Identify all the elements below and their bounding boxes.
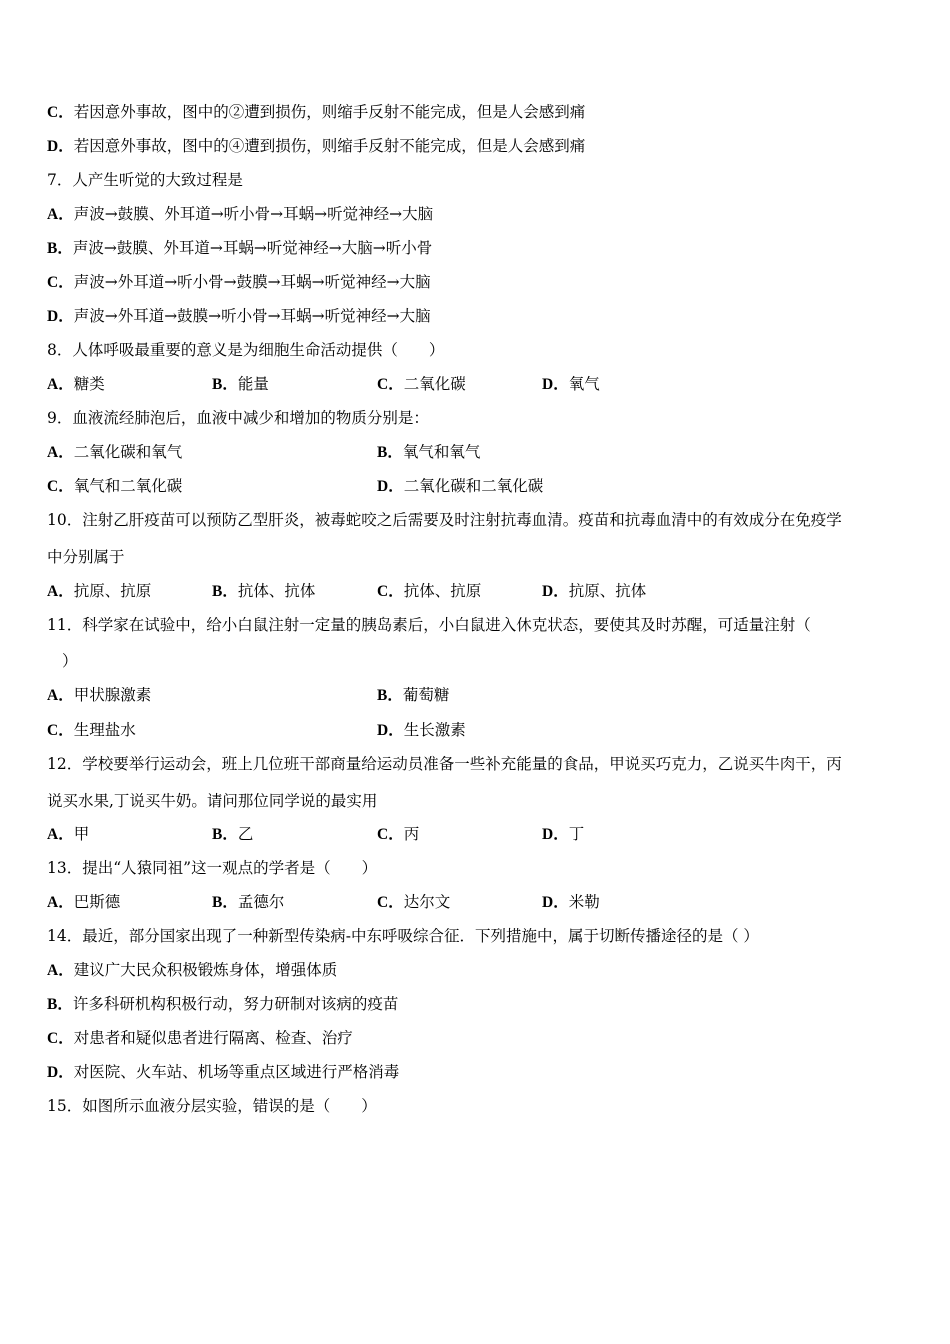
q11-option-a: A．甲状腺激素 <box>47 686 152 704</box>
q14-option-c: C．对患者和疑似患者进行隔离、检查、治疗 <box>47 1029 353 1047</box>
q11-option-d: D．生长激素 <box>377 721 466 739</box>
q9-option-c: C．氧气和二氧化碳 <box>47 477 183 495</box>
q9-stem: 9．血液流经肺泡后，血液中减少和增加的物质分别是： <box>47 409 429 427</box>
q10-stem-line1: 10．注射乙肝疫苗可以预防乙型肝炎，被毒蛇咬之后需要及时注射抗毒血清。疫苗和抗毒血清中的有效成分在免疫学 <box>47 511 842 529</box>
q9-option-b: B．氧气和氧气 <box>377 443 481 461</box>
q12-option-a: A．甲 <box>47 825 90 843</box>
q12-stem-line2: 说买水果,丁说买牛奶。请问那位同学说的最实用 <box>47 792 378 810</box>
q8-stem: 8．人体呼吸最重要的意义是为细胞生命活动提供（ ） <box>47 341 445 359</box>
q7-option-d: D．声波→外耳道→鼓膜→听小骨→耳蜗→听觉神经→大脑 <box>47 307 431 325</box>
q12-option-b: B．乙 <box>212 825 254 843</box>
q12-stem-line1: 12．学校要举行运动会，班上几位班干部商量给运动员准备一些补充能量的食品，甲说买巧克力，乙说买牛肉干，丙 <box>47 755 842 773</box>
q14-option-b: B．许多科研机构积极行动，努力研制对该病的疫苗 <box>47 995 399 1013</box>
q14-option-d: D．对医院、火车站、机场等重点区域进行严格消毒 <box>47 1063 400 1081</box>
q13-option-a: A．巴斯德 <box>47 893 121 911</box>
q12-option-c: C．丙 <box>377 825 420 843</box>
q11-option-c: C．生理盐水 <box>47 721 136 739</box>
q8-option-b: B．能量 <box>212 375 269 393</box>
q8-option-d: D．氧气 <box>542 375 600 393</box>
q10-option-a: A．抗原、抗原 <box>47 582 152 600</box>
q10-stem-line2: 中分别属于 <box>47 548 125 566</box>
q7-option-c: C．声波→外耳道→听小骨→鼓膜→耳蜗→听觉神经→大脑 <box>47 273 431 291</box>
q9-option-d: D．二氧化碳和二氧化碳 <box>377 477 544 495</box>
q10-option-b: B．抗体、抗体 <box>212 582 316 600</box>
q10-option-c: C．抗体、抗原 <box>377 582 482 600</box>
q13-option-b: B．孟德尔 <box>212 893 285 911</box>
q10-option-d: D．抗原、抗体 <box>542 582 647 600</box>
q8-option-c: C．二氧化碳 <box>377 375 466 393</box>
q11-option-b: B．葡萄糖 <box>377 686 450 704</box>
q13-option-d: D．米勒 <box>542 893 600 911</box>
q7-stem: 7．人产生听觉的大致过程是 <box>47 171 243 189</box>
q6-option-d: D．若因意外事故，图中的④遭到损伤，则缩手反射不能完成，但是人会感到痛 <box>47 137 586 155</box>
q14-stem: 14．最近，部分国家出现了一种新型传染病-中东呼吸综合征．下列措施中，属于切断传播途径的是（ ） <box>47 927 759 945</box>
q7-option-b: B．声波→鼓膜、外耳道→耳蜗→听觉神经→大脑→听小骨 <box>47 239 433 257</box>
q11-stem-line2: ） <box>62 652 78 670</box>
q15-stem: 15．如图所示血液分层实验，错误的是（ ） <box>47 1097 377 1115</box>
q11-stem-line1: 11．科学家在试验中，给小白鼠注射一定量的胰岛素后，小白鼠进入休克状态，要使其及时苏醒，可适量注射（ <box>47 616 811 634</box>
q6-option-c: C．若因意外事故，图中的②遭到损伤，则缩手反射不能完成，但是人会感到痛 <box>47 103 586 121</box>
q9-option-a: A．二氧化碳和氧气 <box>47 443 183 461</box>
q12-option-d: D．丁 <box>542 825 585 843</box>
q13-option-c: C．达尔文 <box>377 893 451 911</box>
q13-stem: 13．提出“人猿同祖”这一观点的学者是（ ） <box>47 859 378 877</box>
q8-option-a: A．糖类 <box>47 375 105 393</box>
q7-option-a: A．声波→鼓膜、外耳道→听小骨→耳蜗→听觉神经→大脑 <box>47 205 434 223</box>
q14-option-a: A．建议广大民众积极锻炼身体，增强体质 <box>47 961 338 979</box>
